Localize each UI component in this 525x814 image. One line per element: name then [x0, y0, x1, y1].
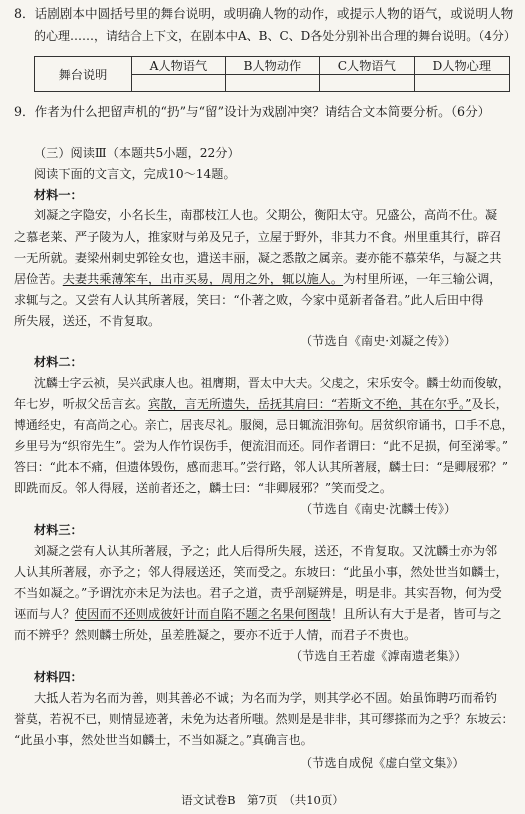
m1-line1: 刘凝之字隐安，小名长生，南郡枝江人也。父期公，衡阳太守。兄盛公，高尚不仕。凝: [34, 208, 498, 222]
m3-line5: 而不辨乎？然则麟士所处，虽差胜凝之，要亦不近于人情，而君子不贵也。: [14, 628, 417, 642]
m1-line6: 所失屐，送还，不肯复取。: [14, 314, 161, 328]
q8-line2: 的心理……，请结合上下文，在剧本中A、B、C、D各处分别补出合理的舞台说明。（4分）: [34, 29, 516, 43]
m4-line2: 誉莫，若祝不已，则情显迹著，未免为达者所嗤。然则是是非非，其可缪搽而为之乎？东坡云：: [14, 712, 514, 726]
table-row-header: 舞台说明: [35, 57, 132, 92]
m1-line4-b: 为村里所诬，一年三输公调，: [343, 272, 502, 286]
table-col-b: B人物动作: [225, 57, 319, 75]
m1-line2: 之慕老莱、严子陵为人，推家财与弟及兄子，立屋于野外，非其力不食。州里重其行，辟召: [14, 230, 502, 244]
section-intro: 阅读下面的文言文，完成10～14题。: [34, 167, 236, 181]
m1-line3: 一无所就。妻梁州刺史郭铨女也，遣送丰丽，凝之悉散之属亲。妻亦能不慕荣华，与凝之共: [14, 251, 502, 265]
m2-line2-b: 及长，: [471, 397, 508, 411]
m3-line4-a: 诬而与人？: [14, 607, 75, 621]
answer-cell-c[interactable]: [319, 75, 414, 92]
answer-cell-b[interactable]: [225, 75, 319, 92]
m3-source: （节选自王若虚《滹南遗老集》）: [290, 649, 467, 663]
q9-text: 9．作者为什么把留声机的“扔”与“留”设计为戏剧冲突？请结合文本简要分析。（6分）: [14, 104, 491, 119]
m2-line4: 乡里号为“织帘先生”。尝为人作竹误伤手，便流泪而还。同作者谓曰：“此不足损，何至涕零。”: [14, 439, 508, 453]
m2-underlined-sentence: 宾散，言无所遗失，岳抚其肩曰：“若斯文不绝，其在尔乎。”: [148, 397, 472, 411]
table-col-a: A人物语气: [132, 57, 226, 75]
page-footer: 语文试卷B 第7页 （共10页）: [181, 793, 344, 807]
m2-line2: [14, 396, 508, 412]
m3-line4: [14, 606, 502, 622]
material2-label: 材料二：: [34, 355, 83, 369]
stage-direction-table: [34, 56, 510, 92]
m3-line3: 不当如凝之。”予谓沈亦未足为法也。君子之道，责乎剖疑辨是，明是非。其实吾物，何为受: [14, 586, 502, 600]
m1-line4-a: 居俭苦。: [14, 272, 63, 286]
m3-underlined-sentence: 使因而不还则成彼奸计而自陷不题之名果何图哉: [74, 607, 331, 621]
m4-line1: 大抵人若为名而为善，则其善必不诚；为名而为学，则其学必不固。始虽饰聘巧而希钓: [34, 691, 498, 705]
m3-line1: 刘凝之尝有人认其所著屐，予之；此人后得所失屐，送还，不肯复取。又沈麟士亦为邻: [34, 544, 498, 558]
m2-line5: 答曰：“此本不痛，但遗体毁伤，感而悲耳。”尝行路，邻人认其所著屐，麟士曰：“是卿屐邪？”: [14, 460, 508, 474]
material1-label: 材料一：: [34, 188, 83, 202]
section-title: （三）阅读Ⅲ（本题共5小题，22分）: [34, 146, 240, 160]
m4-line3: “此虽小事，然处世当如麟士，不当如凝之。”真确言也。: [14, 733, 313, 747]
table-col-d: D人物心理: [414, 57, 509, 75]
table-col-c: C人物语气: [319, 57, 414, 75]
m1-underlined-sentence: 夫妻共乘薄笨车，出市买易，周用之外，辄以施人。: [62, 272, 344, 286]
answer-cell-d[interactable]: [414, 75, 509, 92]
m1-line5: 求辄与之。又尝有人认其所著屐，笑曰：“仆著之败，今家中觅新者备君。”此人后田中得: [14, 293, 484, 307]
m2-line3: 博通经史，有高尚之心。亲亡，居丧尽礼。服阕，忌日辄流泪弥旬。居贫织帘诵书，口手不息，: [14, 418, 514, 432]
m2-line2-a: 年七岁，听叔父岳言玄。: [14, 397, 149, 411]
m2-line1: 沈麟士字云祯，吴兴武康人也。祖膺期，晋太中大夫。父虔之，宋乐安令。麟士幼而俊敏，: [34, 376, 510, 390]
answer-cell-a[interactable]: [132, 75, 226, 92]
q8-line1: 8．话剧剧本中圆括号里的舞台说明，或明确人物的动作，或提示人物的语气，或说明人物: [14, 6, 514, 21]
m4-source: （节选自成倪《虚白堂文集》）: [300, 756, 465, 770]
m1-line4: [14, 271, 502, 287]
m2-source: （节选自《南史·沈麟士传》）: [300, 502, 457, 516]
m2-line6: 即跣而反。邻人得屐，送前者还之，麟士曰：“非卿屐邪？”笑而受之。: [14, 481, 393, 495]
material4-label: 材料四：: [34, 670, 83, 684]
m1-source: （节选自《南史·刘凝之传》）: [300, 334, 457, 348]
material3-label: 材料三：: [34, 523, 83, 537]
m3-line4-b: ！且所认有大于是者，皆可与之: [330, 607, 502, 621]
m3-line2: 人认其所著屐，亦予之；邻人得屐送还，笑而受之。东坡曰：“此虽小事，然处世当如麟士，: [14, 565, 508, 579]
